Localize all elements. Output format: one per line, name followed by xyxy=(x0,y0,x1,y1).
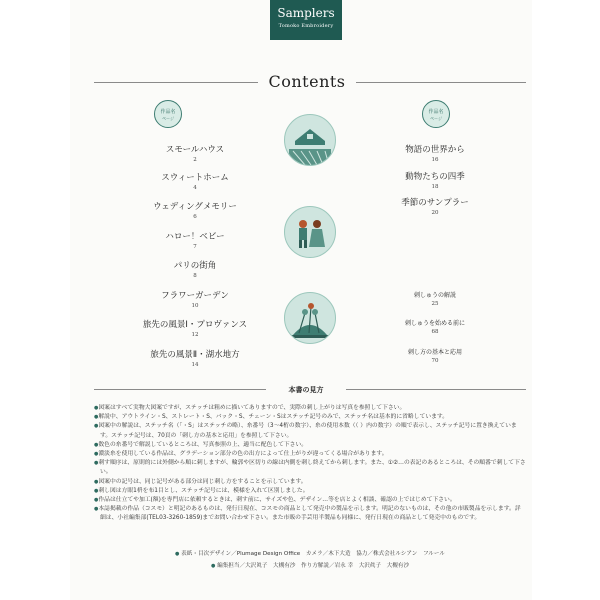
credit-line xyxy=(94,560,526,572)
toc-item[interactable] xyxy=(375,196,495,216)
guide-note xyxy=(94,496,526,505)
toc-item-title: スウィートホーム xyxy=(161,173,229,183)
toc-item-page: 68 xyxy=(431,329,439,335)
badge-label: 作品名 xyxy=(428,109,444,115)
title-rule-left xyxy=(94,82,258,83)
toc-item-title: パリの街角 xyxy=(173,261,217,271)
toc-item-page: 25 xyxy=(431,301,439,307)
house-medallion xyxy=(284,114,336,166)
guide-note xyxy=(94,441,526,450)
credit-text: 表紙・目次デザイン／Plumage Design Office カメラ／木下大造 協力／株式会社ルシアン フルール xyxy=(181,551,445,557)
series-subtitle: Tomoko Embroidery xyxy=(278,23,334,29)
toc-item[interactable] xyxy=(130,259,260,279)
toc-item-page: 2 xyxy=(193,157,197,163)
guide-note-text: 図案中の記号は、同じ記号がある部分は同じ刺し方をすることを示しています。 xyxy=(98,478,307,485)
toc-item-page: 7 xyxy=(193,244,197,250)
guide-rule-left xyxy=(94,389,266,390)
toc-item-title: 刺しゅうの解説 xyxy=(413,292,456,299)
toc-item-page: 14 xyxy=(191,362,199,368)
toc-item[interactable] xyxy=(130,171,260,191)
toc-item-page: 12 xyxy=(191,332,199,338)
guide-note-text: 作品は仕立てや加工(額)を専門店に依頼するときは、刺す前に、サイズや色、デザイン…等を店とよく相談、確認の上ではじめて下さい。 xyxy=(98,497,456,504)
series-header-tab xyxy=(270,0,342,40)
guide-note xyxy=(94,413,526,422)
credits xyxy=(94,548,526,572)
toc-item[interactable] xyxy=(375,170,495,190)
house-illustration xyxy=(285,115,335,165)
couple-illustration xyxy=(285,207,335,257)
guide-note-text: 解説中、アウトライン・S、ストレート・S、バック・S、チェーン・Sはステッチ記号のみで、ステッチ名は基本的に省略しています。 xyxy=(98,414,449,421)
guide-note xyxy=(94,487,526,496)
toc-item[interactable] xyxy=(130,143,260,163)
couple-medallion xyxy=(284,206,336,258)
guide-note-text: 本誌掲載の作品（コスモ）と明記のあるものは、発行日現在、コスモの商品として発売中の製品を示します。明記のないものは、その他の市販製品を示します。詳細は、小社編集部(TEL03-3260-1859)までお問い合わせ下さい。また市販の手芸用半製品も同様に、発行日現在の商品として発売中のものです。 xyxy=(98,506,521,522)
guide-note-text: 図案中の解説は、ステッチ名（「・S」はステッチの略）、糸番号（3〜4桁の数字）、糸の使用本数（（ ）内の数字）の順で表示し、ステッチ記号に置き換えています。ステッチ記号は、70頁の「刺し方の基本と応用」を参照して下さい。 xyxy=(98,423,517,439)
bullet-icon: ● xyxy=(94,441,99,448)
scan-margin xyxy=(532,0,600,600)
badge-sublabel: ページ xyxy=(430,116,442,121)
bullet-icon: ● xyxy=(94,451,99,458)
toc-item-page: 8 xyxy=(193,273,197,279)
toc-item[interactable] xyxy=(130,230,260,250)
toc-item-title: スモールハウス xyxy=(165,145,225,155)
bullet-icon: ● xyxy=(94,414,99,421)
guide-note-text: 濃淡糸を使用している作品は、グラデーション部分の色の出方によって仕上がりが違ってくる場合があります。 xyxy=(98,451,388,458)
bullet-icon: ● xyxy=(94,497,99,504)
toc-item-page: 4 xyxy=(193,185,197,191)
garden-medallion xyxy=(284,292,336,344)
badge-sublabel: ページ xyxy=(162,116,174,121)
right-legend-badge xyxy=(422,100,450,128)
guide-note xyxy=(94,404,526,413)
toc-item-title: 旅先の風景Ⅱ・湖水地方 xyxy=(150,350,240,360)
toc-item-title: ハロー！ベビー xyxy=(165,232,225,242)
toc-item-page: 10 xyxy=(191,303,199,309)
toc-item-title: 季節のサンプラー xyxy=(401,198,469,208)
garden-illustration xyxy=(285,293,335,343)
bullet-icon: ● xyxy=(175,551,180,557)
toc-item-title: 刺し方の基本と応用 xyxy=(407,349,462,356)
contents-title: Contents xyxy=(268,72,346,91)
bullet-icon: ● xyxy=(94,487,99,494)
guide-note xyxy=(94,459,526,477)
guide-note xyxy=(94,505,526,523)
toc-item[interactable] xyxy=(125,348,265,368)
series-title: Samplers xyxy=(277,6,335,20)
guide-note xyxy=(94,478,526,487)
guide-rule-right xyxy=(346,389,526,390)
left-legend-badge xyxy=(154,100,182,128)
toc-item[interactable] xyxy=(380,318,490,335)
toc-item-title: 動物たちの四季 xyxy=(405,172,465,182)
title-rule-right xyxy=(356,82,526,83)
toc-item[interactable] xyxy=(380,290,490,307)
bullet-icon: ● xyxy=(210,563,216,569)
bullet-icon: ● xyxy=(94,405,99,411)
guide-heading: 本書の見方 xyxy=(288,386,324,394)
bullet-icon: ● xyxy=(94,460,99,467)
bullet-icon: ● xyxy=(94,506,99,513)
toc-item-page: 70 xyxy=(431,358,439,364)
guide-note-text: 数色の糸番号で解説しているところは、写真参照の上、適当に配色して下さい。 xyxy=(98,441,308,448)
toc-item[interactable] xyxy=(130,289,260,309)
badge-label: 作品名 xyxy=(160,109,176,115)
toc-item-page: 16 xyxy=(431,157,439,163)
guide-note-text: 刺す順序は、原則的には外側から順に刺しますが、輪郭や区切りの線は内側を刺し終えてから刺します。また、①②…の表記のあるところは、その順番で刺して下さい。 xyxy=(98,460,526,476)
toc-item[interactable] xyxy=(380,347,490,364)
credit-line xyxy=(94,548,526,560)
toc-item[interactable] xyxy=(375,143,495,163)
toc-item-title: 旅先の風景Ⅰ・プロヴァンス xyxy=(142,320,248,330)
toc-item-page: 18 xyxy=(431,184,439,190)
guide-note xyxy=(94,422,526,440)
guide-note-text: 図案はすべて実物大図案ですが、ステッチは粗めに描いてありますので、実際の刺し上がりは写真を参照して下さい。 xyxy=(98,405,406,411)
guide-note-text: 刺し図は方眼1枡を布1目とし、ステッチ記号には、模様を入れて区別しました。 xyxy=(98,487,309,494)
credit-text: 編集担当／大沢眞子 大槻有沙 作り方解説／岩永 幸 大沢眞子 大槻有沙 xyxy=(217,563,410,569)
toc-item-title: 物語の世界から xyxy=(405,145,465,155)
toc-item-title: 刺しゅうを始める前に xyxy=(404,320,465,327)
guide-notes xyxy=(94,404,526,524)
toc-item-page: 20 xyxy=(431,210,439,216)
toc-item-title: フラワーガーデン xyxy=(161,291,229,301)
guide-note xyxy=(94,450,526,459)
toc-item[interactable] xyxy=(125,318,265,338)
bullet-icon: ● xyxy=(94,478,99,485)
toc-item[interactable] xyxy=(130,200,260,220)
toc-item-title: ウェディングメモリー xyxy=(153,202,237,212)
toc-item-page: 6 xyxy=(193,214,197,220)
bullet-icon: ● xyxy=(94,423,99,430)
